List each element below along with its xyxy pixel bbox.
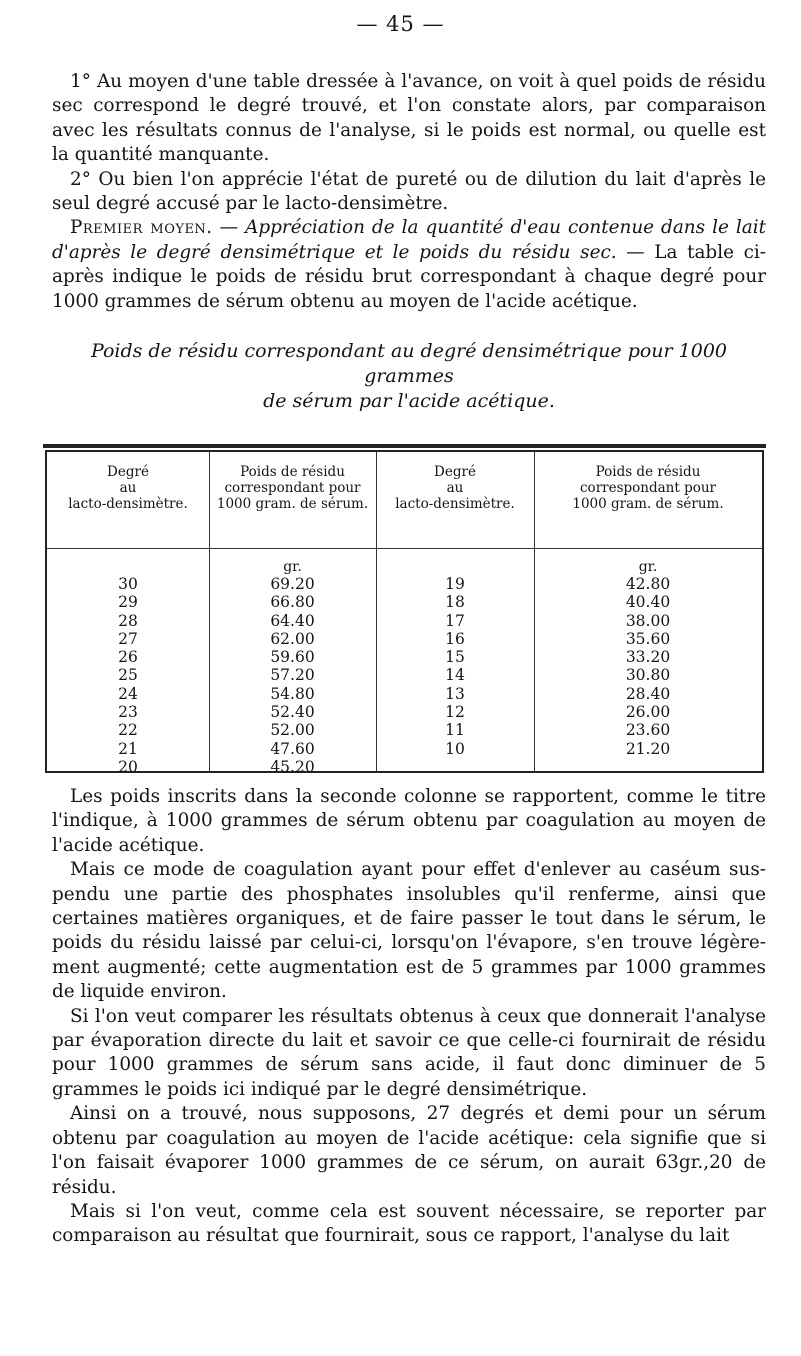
degree-cell: 28 [118,611,138,630]
degree-cell: 14 [445,666,465,685]
unit-label: gr. [283,559,302,575]
paragraph: Si l'on veut comparer les résultats obtenus à ceux que donnerait l'analyse par évaporation directe du lait et savoir ce que celle-ci fournirait de résidu pour 1000 grammes de sérum sans acide, il faut donc diminuer de 5 grammes le poids ici indiqué par le degré densimétrique. [52,1005,766,1100]
paragraph-first-method [52,216,766,314]
residue-cell: 64.40 [270,611,315,630]
paragraph: Ainsi on a trouvé, nous supposons, 27 degrés et demi pour un sérum obtenu par coagulation au moyen de l'acide acétique: cela signifie que si l'on faisait évaporer 1000 grammes de ce sérum, on aurait 63gr.,20 de résidu. [52,1103,766,1198]
degree-cell: 25 [118,666,138,685]
table-title [52,339,766,414]
column-header: Poids de résidu correspondant pour 1000 gram. de sérum. [216,464,369,512]
residue-cell: 26.00 [625,703,671,722]
degree-cell: 17 [445,611,465,630]
degree-cell: 11 [445,721,465,740]
degree-cell: 10 [445,739,465,758]
column-header: Poids de résidu correspondant pour 1000 gram. de sérum. [572,464,724,512]
residue-cell: 52.40 [270,703,315,722]
closing-text [52,785,766,1249]
degree-cell: 19 [445,575,465,593]
degree-cell: 15 [445,648,465,667]
residue-cell: 66.80 [270,593,315,612]
paragraph: Mais ce mode de coagulation ayant pour effet d'enlever au caséum suspendu une partie des phosphates insolubles qu'il renferme, ainsi que certaines matières organiques, et de faire passer le tout dans le sérum, le poids du résidu laissé par celui-ci, lorsqu'on l'évapore, s'en trouve légèrement augmenté; cette augmentation est de 5 grammes par 1000 grammes de liquide environ. [52,859,766,1003]
degree-cell: 23 [118,703,138,722]
column-residue-left [209,452,376,776]
table-title-line-2: de sérum par l'acide acétique. [263,390,555,412]
residue-cell: 62.00 [270,629,315,648]
degree-cell: 22 [118,721,138,740]
degree-cell: 24 [118,684,138,703]
degree-cell: 29 [118,593,138,612]
residue-cell: 59.60 [270,648,315,667]
degree-cell: 30 [118,575,138,593]
column-header: Degré au lacto-densimètre. [68,464,188,512]
degree-cell: 27 [118,629,138,648]
column-header: Degré au lacto-densimètre. [395,464,515,512]
residue-cell: 69.20 [270,575,315,593]
degree-cells-right [376,575,534,758]
paragraph-method-two: 2° Ou bien l'on apprécie l'état de pureté ou de dilution du lait d'après le seul degré accusé par le lacto-densimètre. [52,168,766,215]
first-method-text: — La table ci-après indique le poids de résidu brut correspondant à chaque degré pour 1000 grammes de sérum obtenu au moyen de l'acide acétique. [52,241,766,312]
paragraph: Les poids inscrits dans la seconde colonne se rapportent, comme le titre l'indique, à 1000 grammes de sérum obtenu par coagulation au moyen de l'acide acétique. [52,786,766,856]
paragraph-method-one: 1° Au moyen d'une table dressée à l'avance, on voit à quel poids de résidu sec correspond le degré trouvé, et l'on constate alors, par comparaison avec les résultats connus de l'analyse, si le poids est normal, ou quelle est la quantité manquante. [52,71,766,166]
first-method-label: Premier moyen. [70,217,213,239]
degree-cell: 12 [445,703,465,722]
residue-cell: 42.80 [625,575,671,593]
first-method-heading: Appréciation de la quantité d'eau contenue dans le lait d'après le degré densimétrique et le poids du résidu sec. [52,217,766,263]
residue-cell: 52.00 [270,721,315,740]
residue-cell: 40.40 [625,593,671,612]
column-residue-right [534,452,762,771]
residue-cell: 57.20 [270,666,315,685]
degree-cell: 26 [118,648,138,667]
degree-cell: 18 [445,593,465,612]
page-number: — 45 — [356,12,445,36]
degree-cell: 16 [445,629,465,648]
residue-cell: 35.60 [625,629,671,648]
residue-cell: 21.20 [625,739,671,758]
residue-cells-left [209,575,376,776]
residue-cell: 28.40 [625,684,671,703]
residue-cell: 54.80 [270,684,315,703]
residue-cell: 47.60 [270,739,315,758]
degree-cell: 21 [118,739,138,758]
degree-cell: 13 [445,684,465,703]
degree-cells-left [47,575,209,776]
residue-cell: 33.20 [625,648,671,667]
residue-cell: 30.80 [625,666,671,685]
paragraph: Mais si l'on veut, comme cela est souvent nécessaire, se reporter par comparaison au résultat que fournirait, sous ce rapport, l'analyse du lait [52,1200,766,1247]
table-title-line-1: Poids de résidu correspondant au degré densimétrique pour 1000 grammes [90,340,728,387]
residue-cell: 23.60 [625,721,671,740]
residue-table [45,450,764,776]
residue-cells-right [534,575,762,758]
column-degree-right [376,452,534,771]
column-degree-left [47,452,209,776]
degree-cell: 20 [118,757,138,776]
intro-text [52,70,766,314]
residue-cell: 45.20 [270,757,315,776]
unit-label: gr. [638,559,658,575]
residue-cell: 38.00 [625,611,671,630]
first-method-dash: — [212,217,246,239]
